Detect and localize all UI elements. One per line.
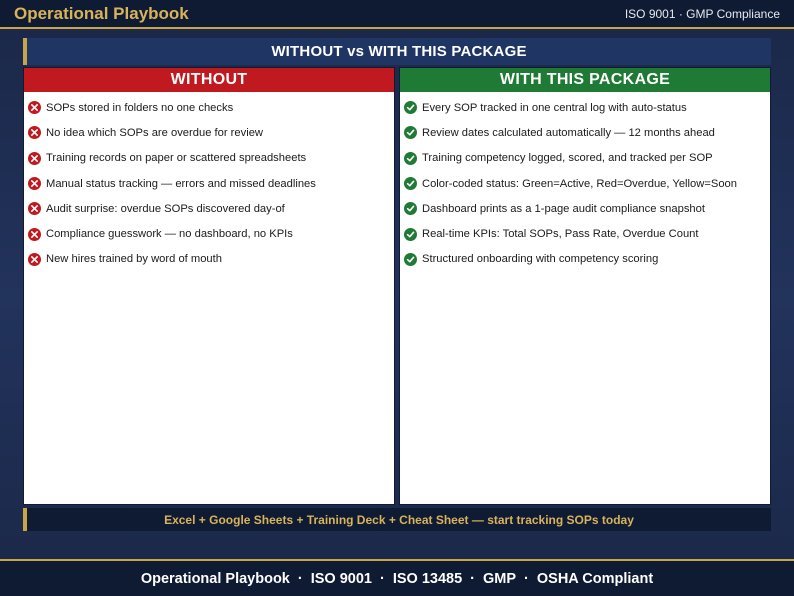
- comparison-title: WITHOUT vs WITH THIS PACKAGE: [23, 38, 771, 65]
- without-panel: [23, 67, 395, 505]
- list-item-text: Training records on paper or scattered spreadsheets: [46, 152, 307, 165]
- check-circle-icon: [404, 152, 417, 165]
- x-circle-icon: [28, 253, 41, 266]
- list-item: [24, 221, 394, 246]
- footer-separator: ·: [470, 570, 476, 587]
- list-item-text: Review dates calculated automatically — 12 months ahead: [422, 126, 715, 139]
- list-item: [400, 95, 770, 120]
- list-item-text: Every SOP tracked in one central log with auto-status: [422, 101, 687, 114]
- list-item: [400, 247, 770, 272]
- check-circle-icon: [404, 101, 417, 114]
- with-list: [400, 92, 770, 272]
- check-circle-icon: [404, 177, 417, 190]
- x-circle-icon: [28, 126, 41, 139]
- footer-separator: ·: [524, 570, 529, 587]
- list-item-text: Structured onboarding with competency scoring: [422, 253, 659, 266]
- with-heading: WITH THIS PACKAGE: [400, 68, 770, 92]
- list-item-text: Color-coded status: Green=Active, Red=Overdue, Yellow=Soon: [422, 177, 737, 190]
- list-item-text: Compliance guesswork — no dashboard, no KPIs: [46, 228, 293, 241]
- footer-part: Operational Playbook: [140, 570, 290, 587]
- list-item-text: Dashboard prints as a 1-page audit compliance snapshot: [422, 202, 705, 215]
- x-circle-icon: [28, 152, 41, 165]
- footer-part: ISO 13485: [392, 570, 463, 587]
- call-to-action-banner: Excel + Google Sheets + Training Deck + Cheat Sheet — start tracking SOPs today: [23, 508, 771, 531]
- list-item-text: Audit surprise: overdue SOPs discovered day-of: [46, 202, 285, 215]
- footer-separator: ·: [297, 570, 303, 587]
- list-item: [400, 171, 770, 196]
- list-item-text: Training competency logged, scored, and tracked per SOP: [422, 152, 713, 165]
- list-item: [400, 221, 770, 246]
- footer-bar: [0, 559, 794, 596]
- list-item-text: SOPs stored in folders no one checks: [46, 101, 234, 114]
- footer-part: OSHA Compliant: [536, 570, 654, 587]
- with-panel: [399, 67, 771, 505]
- without-list: [24, 92, 394, 272]
- check-circle-icon: [404, 202, 417, 215]
- x-circle-icon: [28, 202, 41, 215]
- list-item-text: New hires trained by word of mouth: [46, 253, 222, 266]
- list-item: [24, 196, 394, 221]
- list-item-text: Manual status tracking — errors and missed deadlines: [46, 177, 316, 190]
- list-item: [400, 146, 770, 171]
- list-item: [24, 171, 394, 196]
- check-circle-icon: [404, 228, 417, 241]
- list-item: [24, 146, 394, 171]
- footer-part: GMP: [483, 570, 517, 587]
- check-circle-icon: [404, 126, 417, 139]
- x-circle-icon: [28, 101, 41, 114]
- compliance-label: ISO 9001 · GMP Compliance: [624, 6, 780, 21]
- footer-separator: ·: [380, 570, 385, 587]
- list-item: [24, 95, 394, 120]
- list-item: [24, 120, 394, 145]
- x-circle-icon: [28, 177, 41, 190]
- x-circle-icon: [28, 228, 41, 241]
- brand-title: Operational Playbook: [14, 3, 189, 23]
- list-item: [400, 196, 770, 221]
- without-heading: WITHOUT: [24, 68, 394, 92]
- list-item-text: Real-time KPIs: Total SOPs, Pass Rate, Overdue Count: [422, 228, 699, 241]
- top-bar: [0, 0, 794, 29]
- check-circle-icon: [404, 253, 417, 266]
- footer-part: ISO 9001: [310, 570, 372, 587]
- list-item: [24, 247, 394, 272]
- list-item: [400, 120, 770, 145]
- list-item-text: No idea which SOPs are overdue for review: [46, 126, 264, 139]
